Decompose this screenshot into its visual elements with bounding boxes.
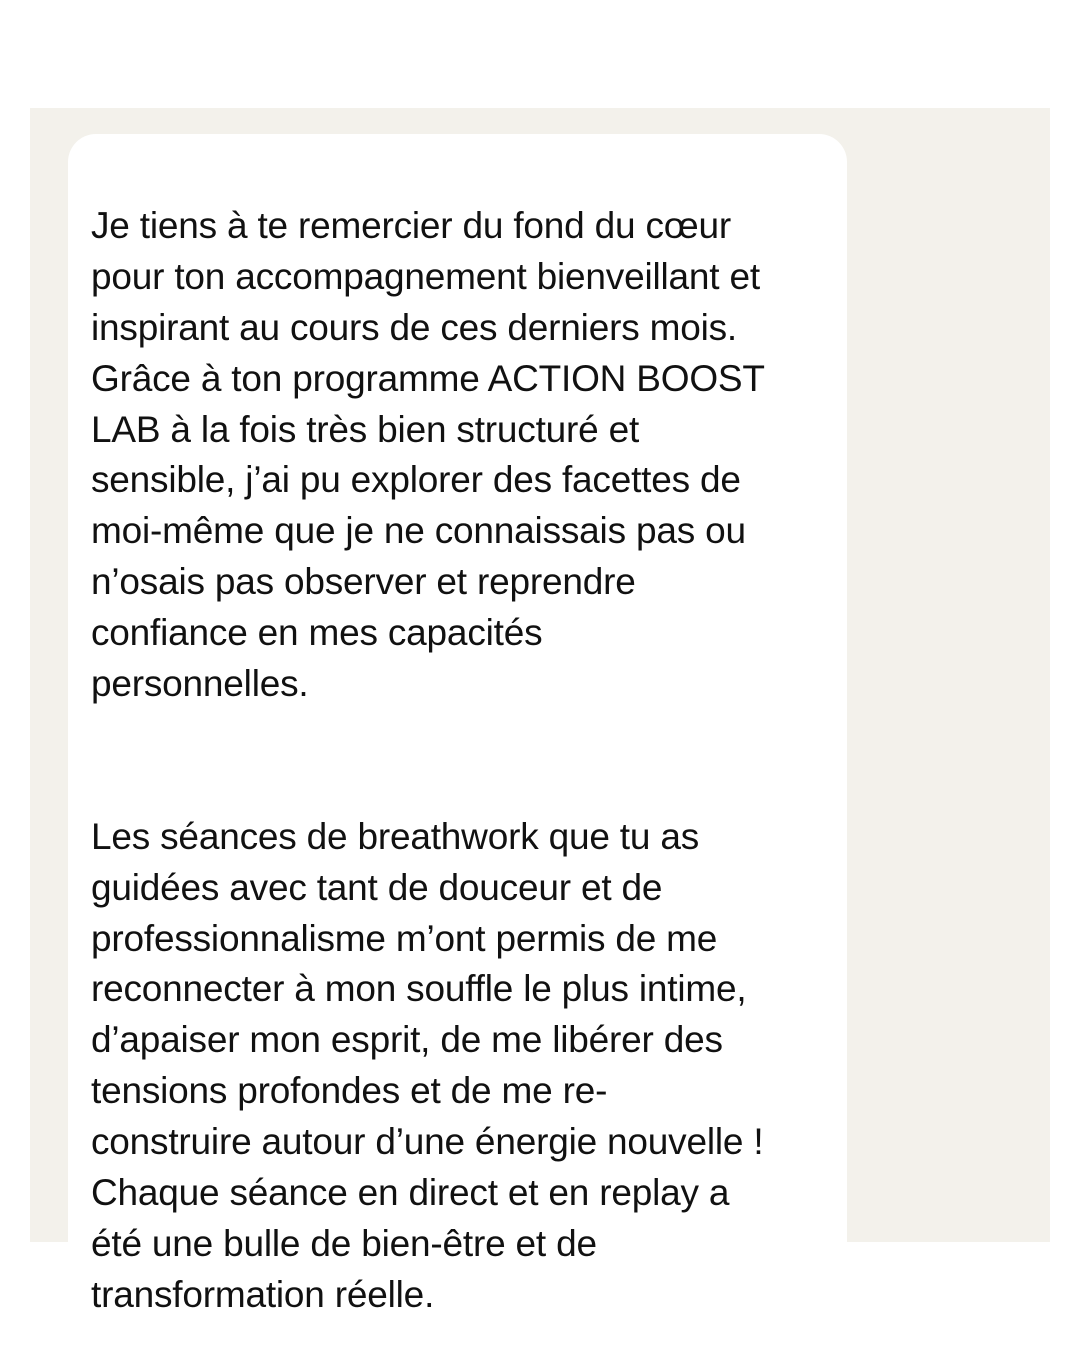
message-paragraph-1: Je tiens à te remercier du fond du cœur pour ton accompagnement bienveillant et inspirant au cours de ces derniers mois. Grâce à ton programme ACTION BOOST LAB à la fois très bien structuré et sensible, j’ai pu explorer des facettes de moi-même que je ne connaissais pas ou n’osais pas observer et reprendre confiance en mes capacités personnelles. bbox=[91, 204, 765, 705]
message-paragraph-2: Les séances de breathwork que tu as guidées avec tant de douceur et de professionnalisme m’ont permis de me reconnecter à mon souffle le plus intime, d’apaiser mon esprit, de me libérer des tensions profondes et de me re- construire autour d’une énergie nouvelle ! Chaque séance en direct et en replay a été une bulle de bien-être et de transformation réelle. bbox=[91, 815, 764, 1315]
message-bubble[interactable] bbox=[68, 134, 847, 1315]
message-text bbox=[91, 150, 829, 1372]
chat-area bbox=[30, 108, 1050, 1315]
